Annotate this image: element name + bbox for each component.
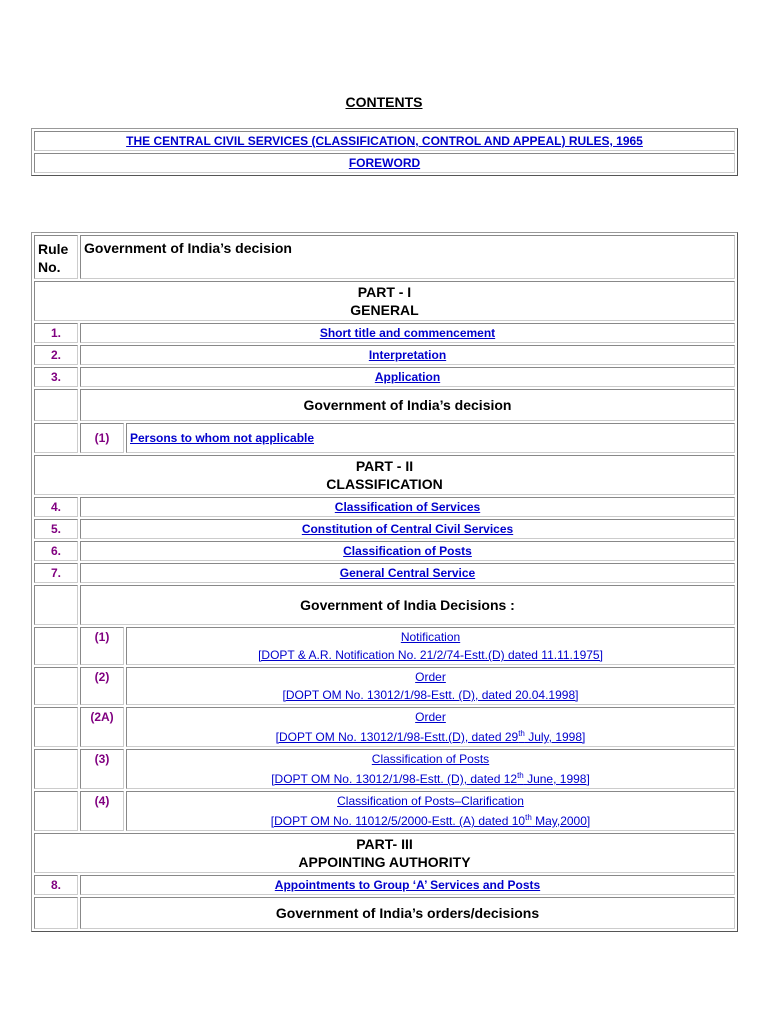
empty-cell bbox=[34, 389, 78, 421]
part1-title-line2: GENERAL bbox=[350, 302, 419, 318]
rule-link-appointments-group-a[interactable]: Appointments to Group ‘A’ Services and Posts bbox=[274, 878, 541, 892]
rule-link-application[interactable]: Application bbox=[374, 370, 441, 384]
decision-title: Order bbox=[415, 670, 446, 684]
decision-title: Classification of Posts bbox=[371, 752, 490, 766]
rule-number: 5. bbox=[34, 519, 78, 539]
rules-title-link[interactable]: THE CENTRAL CIVIL SERVICES (CLASSIFICATION, CONTROL AND APPEAL) RULES, 1965 bbox=[126, 134, 643, 148]
rule-no-header-line2: No. bbox=[38, 259, 61, 275]
part3-heading bbox=[34, 833, 735, 873]
part3-title-line2: APPOINTING AUTHORITY bbox=[298, 854, 471, 870]
decision-number: (4) bbox=[80, 791, 124, 831]
rule-no-header bbox=[34, 235, 78, 279]
rule-number: 3. bbox=[34, 367, 78, 387]
decision-link-persons-not-applicable[interactable]: Persons to whom not applicable bbox=[130, 431, 315, 445]
decision-title: Classification of Posts–Clarification bbox=[337, 794, 524, 808]
part2-title-line2: CLASSIFICATION bbox=[326, 476, 443, 492]
rule-number: 7. bbox=[34, 563, 78, 583]
part2-title-line1: PART - II bbox=[355, 458, 414, 474]
part3-title-line1: PART- III bbox=[356, 836, 413, 852]
empty-cell bbox=[34, 791, 78, 831]
decision-number: (1) bbox=[80, 627, 124, 665]
rule-link-general-central-service[interactable]: General Central Service bbox=[339, 566, 476, 580]
decision-number: (2A) bbox=[80, 707, 124, 747]
foreword-cell bbox=[34, 153, 735, 173]
rule-no-header-line1: Rule bbox=[38, 241, 69, 257]
rule-link-classification-of-posts[interactable]: Classification of Posts bbox=[343, 544, 472, 558]
decision-ref: [DOPT OM No. 11012/5/2000-Estt. (A) dated 10th May,2000] bbox=[270, 813, 591, 828]
decision-link-classification-of-posts[interactable] bbox=[271, 752, 590, 786]
decision-ref: [DOPT OM No. 13012/1/98-Estt.(D), dated 29th July, 1998] bbox=[275, 729, 586, 744]
decision-cell bbox=[126, 791, 735, 831]
rules-table bbox=[31, 232, 738, 932]
rule-link-constitution[interactable]: Constitution of Central Civil Services bbox=[301, 522, 514, 536]
part2-decision-heading: Government of India Decisions : bbox=[80, 585, 735, 625]
empty-cell bbox=[34, 667, 78, 705]
rule-number: 2. bbox=[34, 345, 78, 365]
decision-cell bbox=[126, 667, 735, 705]
decision-title: Order bbox=[415, 710, 446, 724]
decision-link-order-1998[interactable] bbox=[283, 670, 579, 702]
decision-link-order-july-1998[interactable] bbox=[276, 710, 586, 744]
decision-ref: [DOPT OM No. 13012/1/98-Estt. (D), dated 12th June, 1998] bbox=[271, 771, 590, 786]
rule-number: 8. bbox=[34, 875, 78, 895]
decision-header: Government of India’s decision bbox=[80, 235, 735, 279]
decision-cell bbox=[126, 707, 735, 747]
decision-cell bbox=[126, 627, 735, 665]
decision-ref: [DOPT OM No. 13012/1/98-Estt. (D), dated 20.04.1998] bbox=[282, 688, 579, 702]
empty-cell bbox=[34, 585, 78, 625]
decision-title: Notification bbox=[400, 630, 461, 644]
decision-number: (2) bbox=[80, 667, 124, 705]
decision-cell bbox=[126, 749, 735, 789]
page-title: CONTENTS bbox=[345, 94, 423, 110]
rule-number: 4. bbox=[34, 497, 78, 517]
rule-link-interpretation[interactable]: Interpretation bbox=[368, 348, 447, 362]
empty-cell bbox=[34, 897, 78, 929]
empty-cell bbox=[34, 749, 78, 789]
rule-number: 1. bbox=[34, 323, 78, 343]
part2-heading bbox=[34, 455, 735, 495]
part1-decision-heading: Government of India’s decision bbox=[80, 389, 735, 421]
decision-number: (1) bbox=[80, 423, 124, 453]
header-links-table bbox=[31, 128, 738, 176]
part1-title-line1: PART - I bbox=[357, 284, 412, 300]
empty-cell bbox=[34, 627, 78, 665]
foreword-link[interactable]: FOREWORD bbox=[348, 156, 421, 170]
rule-link-short-title[interactable]: Short title and commencement bbox=[319, 326, 496, 340]
rule-number: 6. bbox=[34, 541, 78, 561]
rules-title-cell bbox=[34, 131, 735, 151]
decision-link-classification-clarification[interactable] bbox=[271, 794, 591, 828]
decision-link-notification[interactable] bbox=[258, 630, 603, 662]
decision-ref: [DOPT & A.R. Notification No. 21/2/74-Estt.(D) dated 11.11.1975] bbox=[258, 648, 603, 662]
decision-number: (3) bbox=[80, 749, 124, 789]
empty-cell bbox=[34, 423, 78, 453]
rule-link-classification-of-services[interactable]: Classification of Services bbox=[334, 500, 481, 514]
part3-decision-heading: Government of India’s orders/decisions bbox=[80, 897, 735, 929]
part1-heading bbox=[34, 281, 735, 321]
empty-cell bbox=[34, 707, 78, 747]
